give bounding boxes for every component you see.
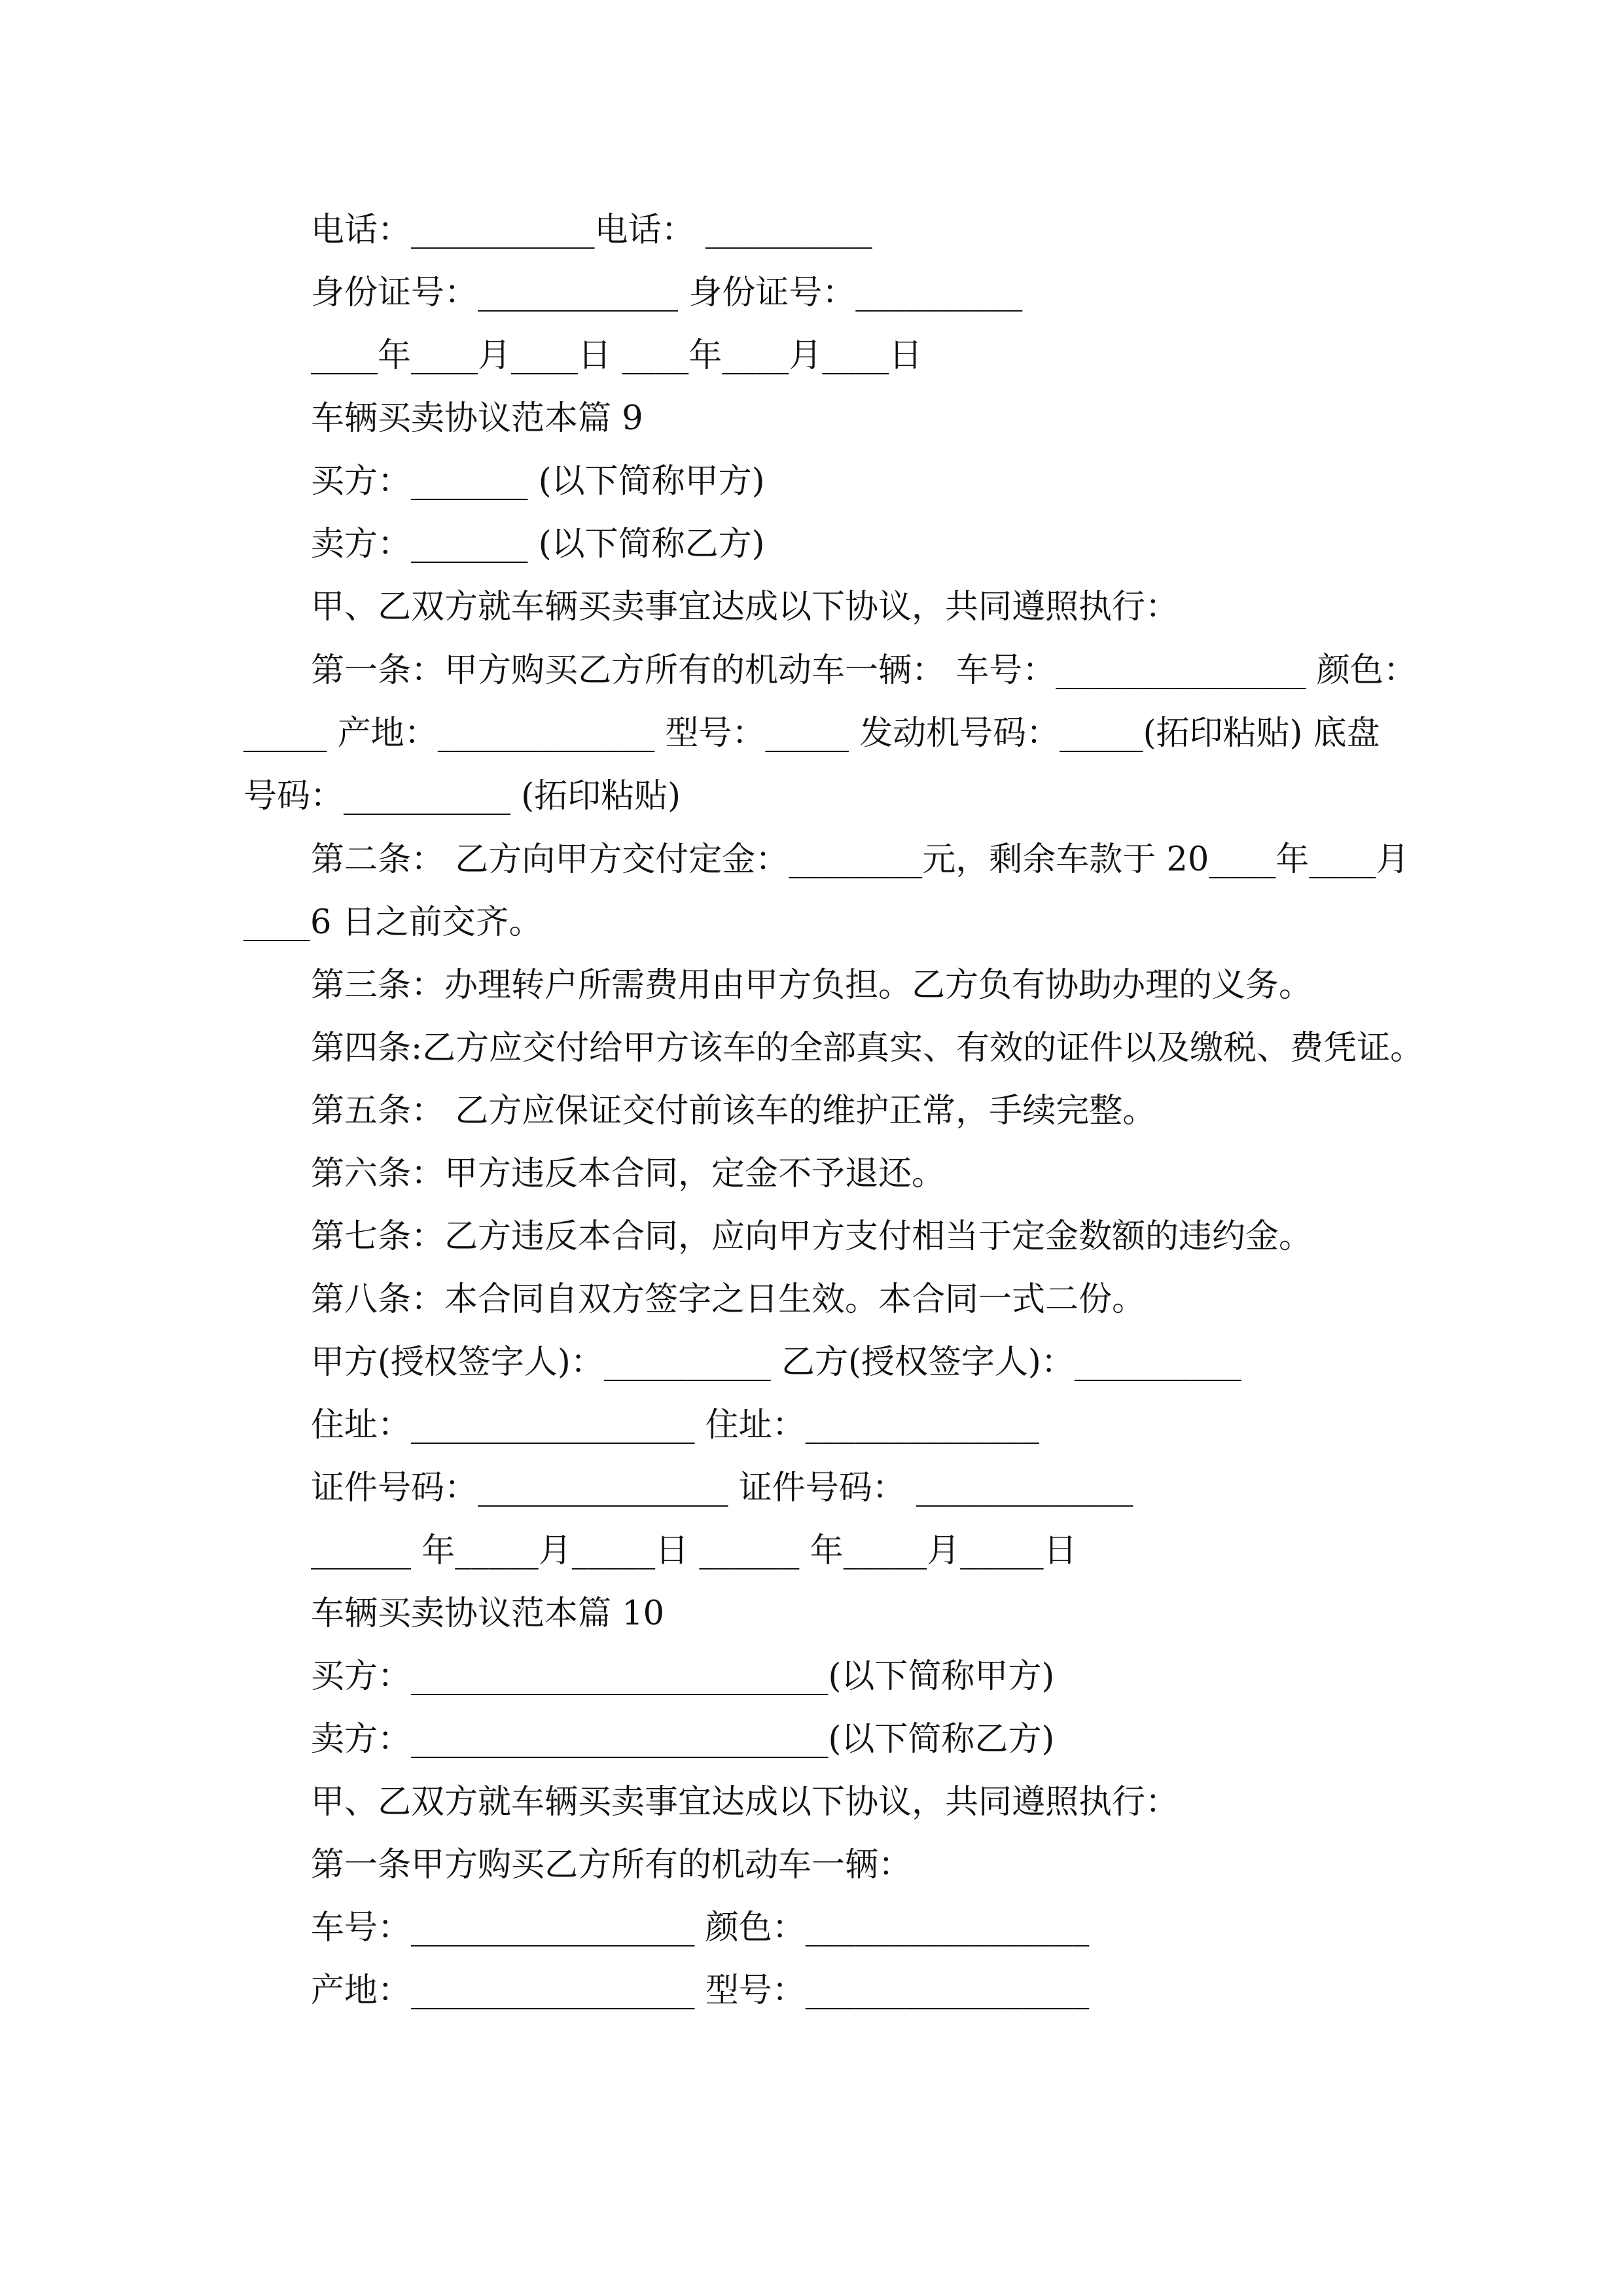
text-line-origin-model: 产地：_________________ 型号：_________________ <box>311 1971 1090 2010</box>
clause-2-line-1: 第二条： 乙方向甲方交付定金：________元，剩余车款于 20____年____月 <box>311 840 1410 879</box>
clause-3: 第三条：办理转户所需费用由甲方负担。乙方负有协助办理的义务。 <box>311 966 1313 1005</box>
clause-7: 第七条：乙方违反本合同，应向甲方支付相当于定金数额的违约金。 <box>311 1217 1313 1256</box>
text-line-sign-date: ______ 年_____月_____日 ______ 年_____月_____日 <box>311 1532 1077 1570</box>
text-line-buyer-10: 买方：_________________________(以下简称甲方) <box>311 1657 1055 1696</box>
clause-1-line-2: _____ 产地：_____________ 型号：_____ 发动机号码：_____(拓印粘贴) 底盘 <box>243 714 1380 753</box>
section-heading-10: 车辆买卖协议范本篇 10 <box>311 1594 665 1633</box>
clause-4: 第四条:乙方应交付给甲方该车的全部真实、有效的证件以及缴税、费凭证。 <box>311 1029 1424 1067</box>
clause-6: 第六条：甲方违反本合同，定金不予退还。 <box>311 1155 946 1193</box>
section-heading-9: 车辆买卖协议范本篇 9 <box>311 399 643 438</box>
text-line-signatories: 甲方(授权签字人)：__________ 乙方(授权签字人)：__________ <box>311 1343 1241 1382</box>
text-line-preamble: 甲、乙双方就车辆买卖事宜达成以下协议，共同遵照执行： <box>311 588 1179 626</box>
clause-8: 第八条：本合同自双方签字之日生效。本合同一式二份。 <box>311 1280 1146 1319</box>
text-line-certificate-number: 证件号码：_______________ 证件号码： _____________ <box>311 1469 1133 1507</box>
clause-1-line-1: 第一条：甲方购买乙方所有的机动车一辆： 车号：_______________ 颜色： <box>311 651 1417 690</box>
clause-5: 第五条： 乙方应保证交付前该车的维护正常，手续完整。 <box>311 1092 1156 1130</box>
text-line-seller-10: 卖方：_________________________(以下简称乙方) <box>311 1720 1055 1759</box>
clause-2-line-2: ____6 日之前交齐。 <box>243 903 543 942</box>
clause-1-10: 第一条甲方购买乙方所有的机动车一辆： <box>311 1846 912 1884</box>
text-line-plate-color: 车号：_________________ 颜色：_________________ <box>311 1909 1090 1947</box>
text-line-address: 住址：_________________ 住址：______________ <box>311 1406 1039 1444</box>
text-line-id-number: 身份证号：____________ 身份证号：__________ <box>311 274 1023 312</box>
text-line-preamble-10: 甲、乙双方就车辆买卖事宜达成以下协议，共同遵照执行： <box>311 1783 1179 1821</box>
text-line-buyer: 买方：_______ (以下简称甲方) <box>311 462 765 501</box>
clause-1-line-3: 号码：__________ (拓印粘贴) <box>243 777 681 816</box>
text-line-date: ____年____月____日 ____年____月____日 <box>311 336 923 375</box>
text-line-phone: 电话：___________电话： __________ <box>311 211 872 249</box>
text-line-seller: 卖方：_______ (以下简称乙方) <box>311 525 765 564</box>
